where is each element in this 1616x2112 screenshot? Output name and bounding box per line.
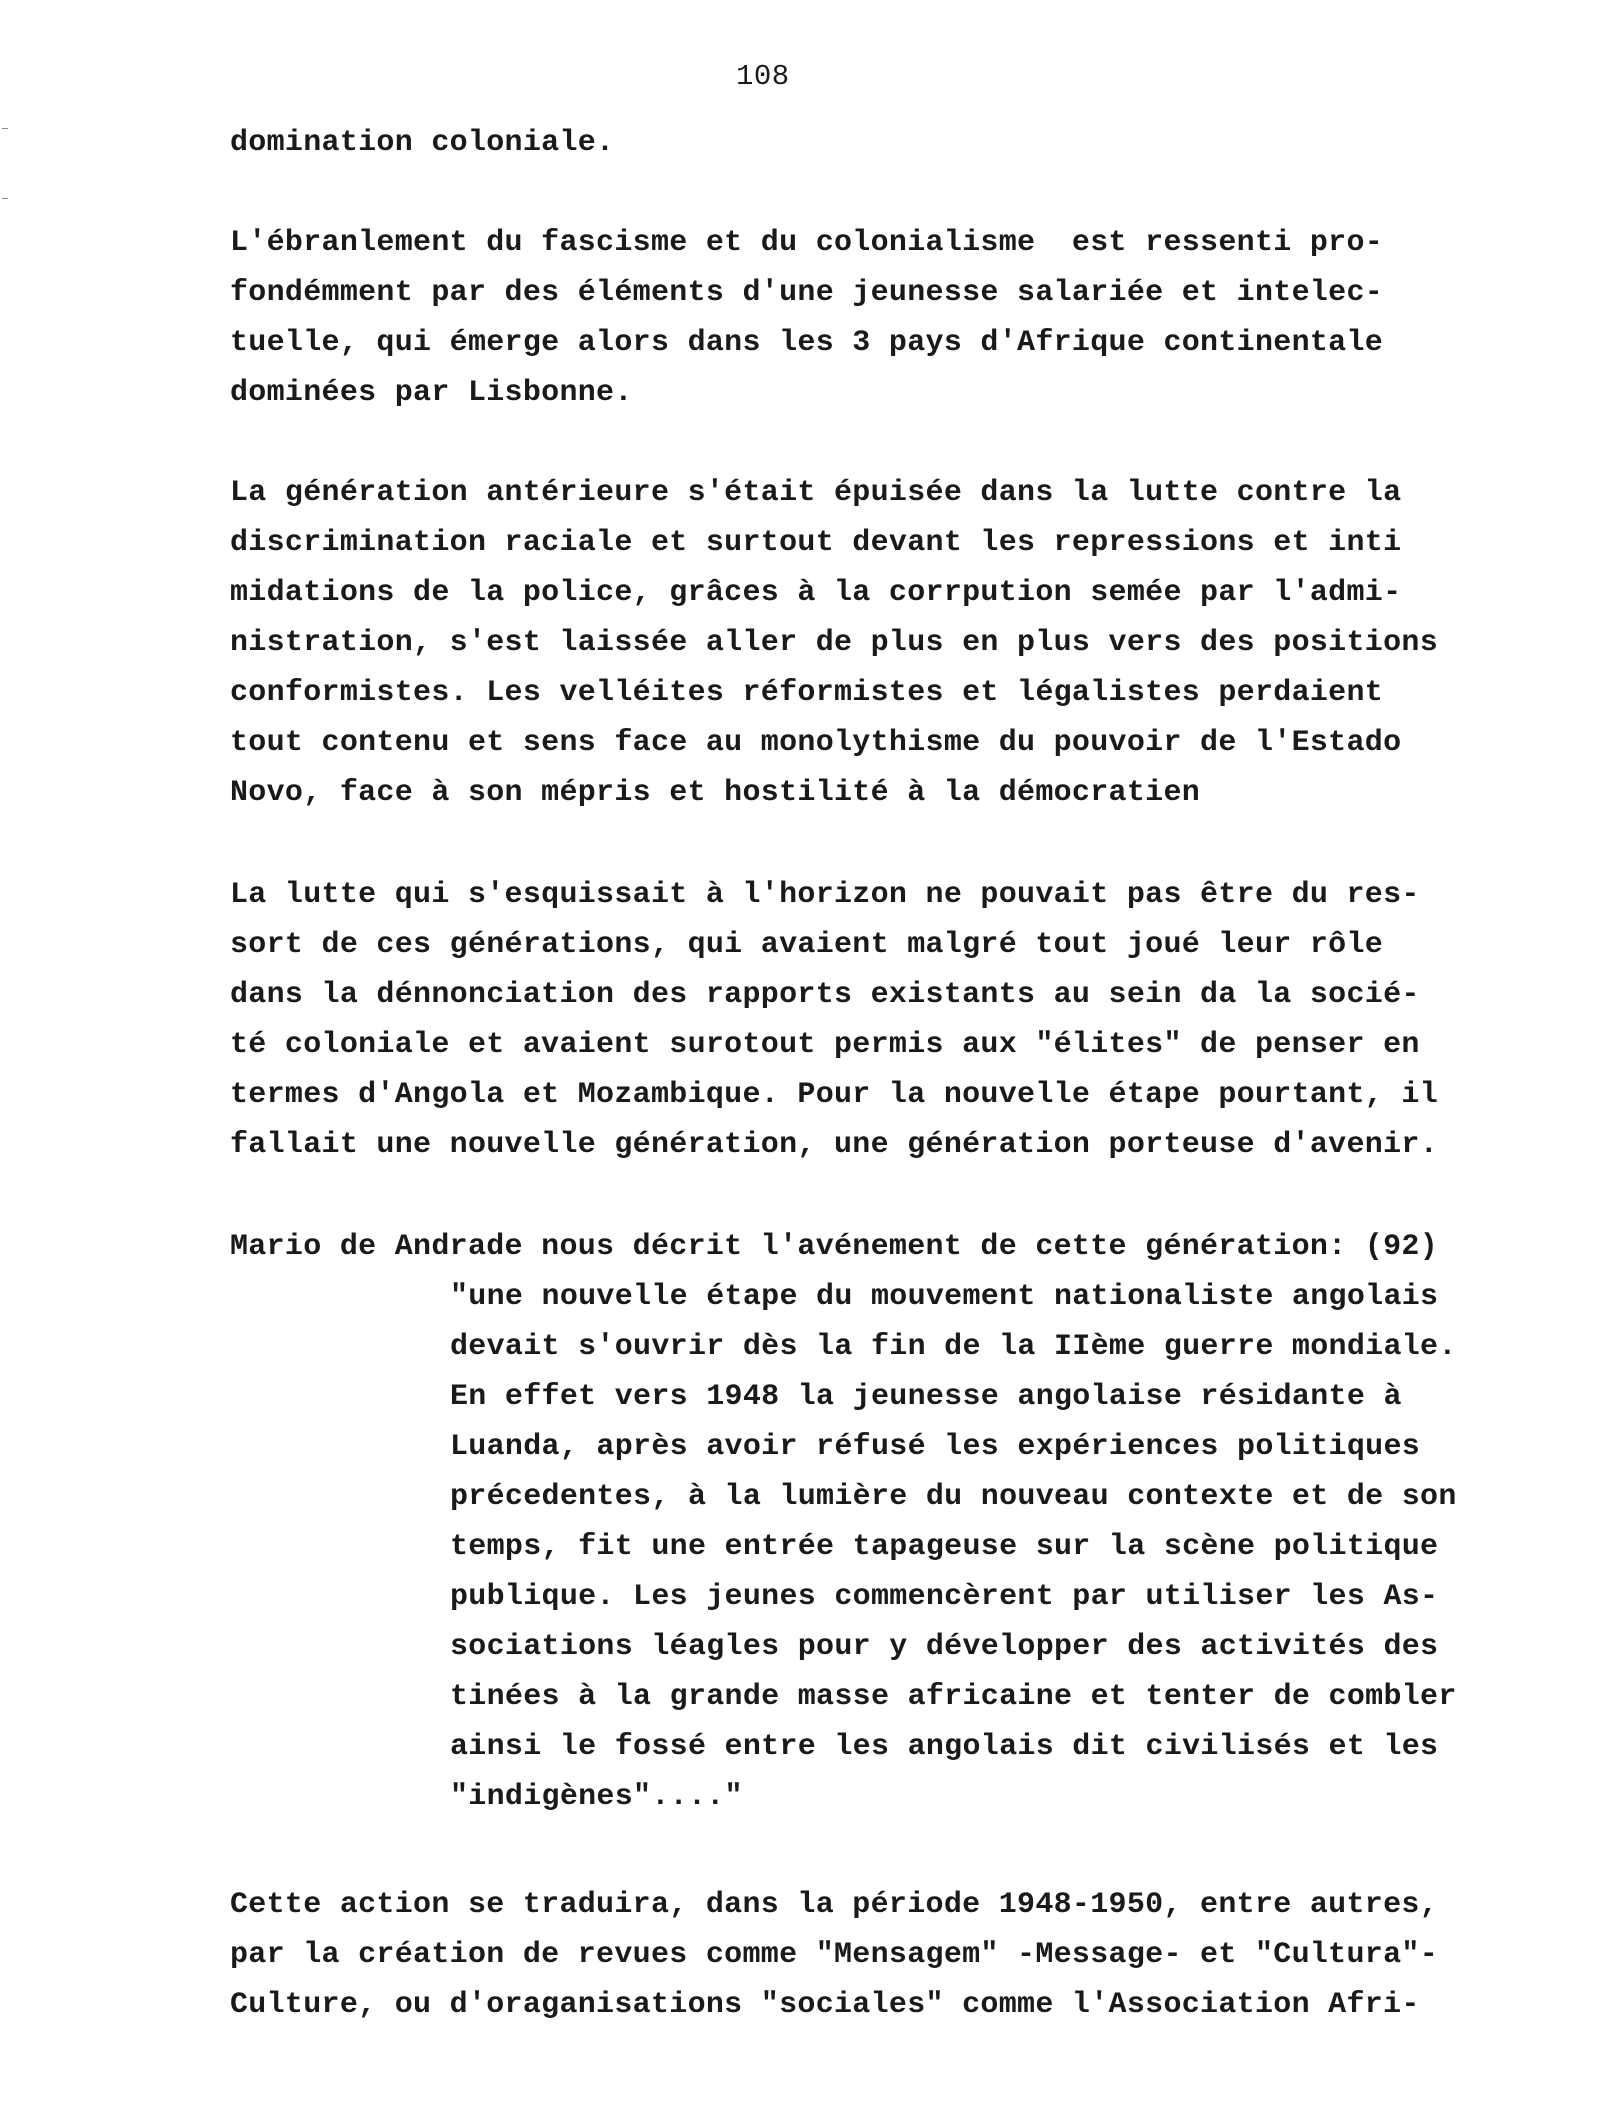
text-line: dans la dénnonciation des rapports existants au sein da la socié- <box>230 978 1420 1012</box>
text-line: domination coloniale. <box>230 126 615 160</box>
text-line: Cette action se traduira, dans la période 1948-1950, entre autres, <box>230 1888 1438 1922</box>
quote-line: Luanda, après avoir réfusé les expériences politiques <box>450 1430 1421 1464</box>
text-line: discrimination raciale et surtout devant les repressions et inti <box>230 526 1402 560</box>
paragraph-continuation <box>230 118 614 168</box>
paragraph-cette-action <box>230 1880 1438 2030</box>
text-line: té coloniale et avaient surotout permis aux "élites" de penser en <box>230 1028 1420 1062</box>
text-line: dominées par Lisbonne. <box>230 376 633 410</box>
text-line: termes d'Angola et Mozambique. Pour la nouvelle étape pourtant, il <box>230 1078 1438 1112</box>
text-line: Culture, ou d'oraganisations "sociales" comme l'Association Afri- <box>230 1988 1420 2022</box>
text-line: par la création de revues comme "Mensagem" -Message- et "Cultura"- <box>230 1938 1438 1972</box>
quote-line: précedentes, à la lumière du nouveau contexte et de son <box>450 1480 1457 1514</box>
quote-line: "une nouvelle étape du mouvement nationaliste angolais <box>450 1280 1439 1314</box>
paragraph-la-lutte <box>230 870 1438 1170</box>
quote-line: temps, fit une entrée tapageuse sur la scène politique <box>450 1530 1439 1564</box>
paragraph-ebranlement <box>230 218 1383 418</box>
paragraph-mario-de-andrade <box>230 1222 1438 1272</box>
text-line: midations de la police, grâces à la corrpution semée par l'admi- <box>230 576 1402 610</box>
text-line: nistration, s'est laissée aller de plus en plus vers des positions <box>230 626 1438 660</box>
text-line: fallait une nouvelle génération, une génération porteuse d'avenir. <box>230 1128 1438 1162</box>
text-line: fondémment par des éléments d'une jeunesse salariée et intelec- <box>230 276 1384 310</box>
quote-line: "indigènes"...." <box>450 1780 743 1814</box>
quote-line: En effet vers 1948 la jeunesse angolaise résidante à <box>450 1380 1402 1414</box>
text-line: La génération antérieure s'était épuisée dans la lutte contre la <box>230 476 1402 510</box>
text-line: conformistes. Les velléites réformistes et légalistes perdaient <box>230 676 1384 710</box>
quote-line: sociations léagles pour y développer des activités des <box>450 1630 1439 1664</box>
text-line: L'ébranlement du fascisme et du colonialisme est ressenti pro- <box>230 226 1384 260</box>
text-line: Novo, face à son mépris et hostilité à la démocratien <box>230 776 1201 810</box>
margin-mark <box>2 128 8 129</box>
quote-line: ainsi le fossé entre les angolais dit civilisés et les <box>450 1730 1439 1764</box>
quote-line: tinées à la grande masse africaine et tenter de combler <box>450 1680 1457 1714</box>
quote-line: devait s'ouvrir dès la fin de la IIème guerre mondiale. <box>450 1330 1457 1364</box>
page-number: 108 <box>736 60 790 93</box>
text-line: Mario de Andrade nous décrit l'avénement de cette génération: (92) <box>230 1230 1438 1264</box>
text-line: tuelle, qui émerge alors dans les 3 pays d'Afrique continentale <box>230 326 1384 360</box>
text-line: La lutte qui s'esquissait à l'horizon ne pouvait pas être du res- <box>230 878 1420 912</box>
text-line: sort de ces générations, qui avaient malgré tout joué leur rôle <box>230 928 1384 962</box>
block-quote <box>450 1272 1457 1822</box>
quote-line: publique. Les jeunes commencèrent par utiliser les As- <box>450 1580 1439 1614</box>
text-line: tout contenu et sens face au monolythisme du pouvoir de l'Estado <box>230 726 1402 760</box>
margin-mark <box>2 198 8 199</box>
paragraph-generation-anterieure <box>230 468 1438 818</box>
